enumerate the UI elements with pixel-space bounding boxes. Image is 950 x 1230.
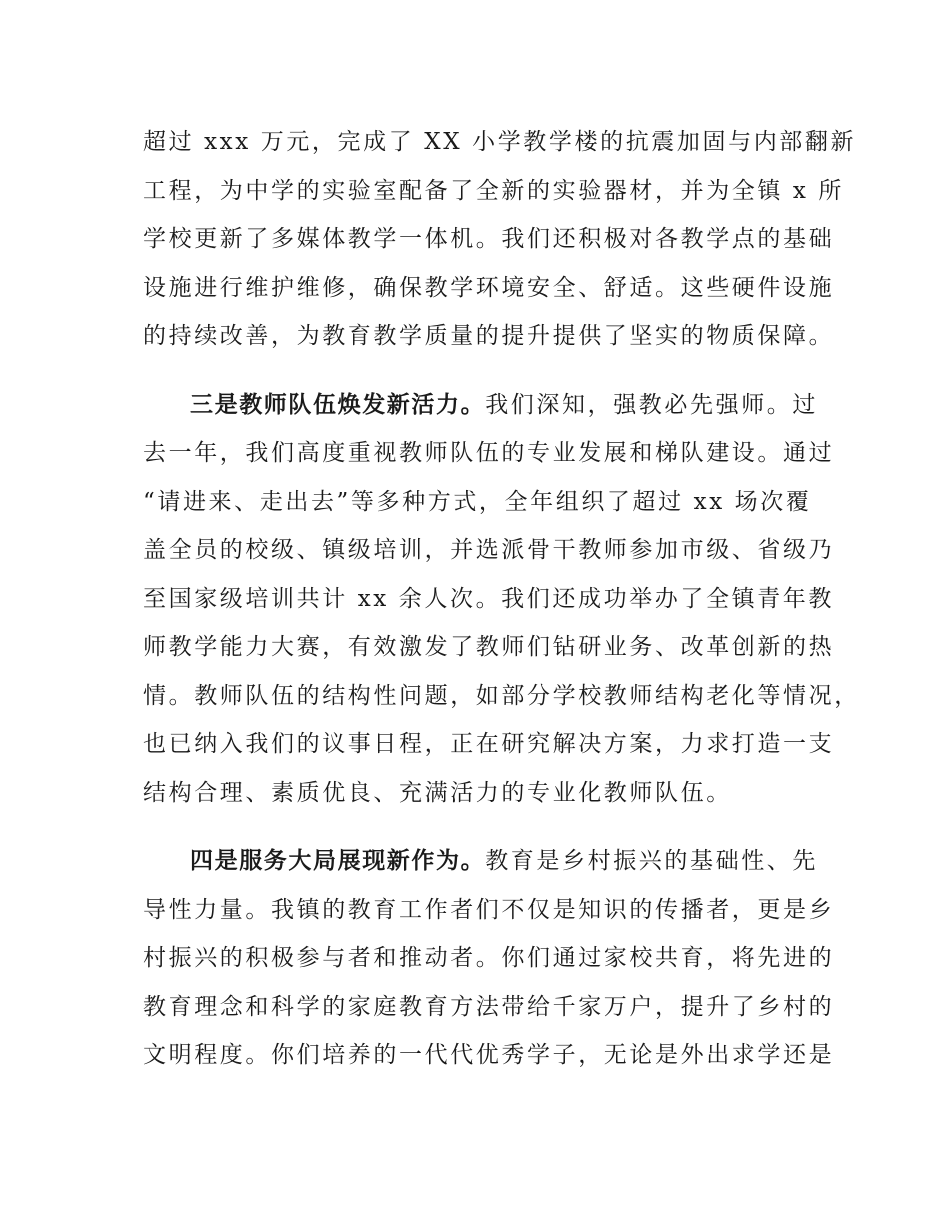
- text-line: 情。教师队伍的结构性问题，如部分学校教师结构老化等情况，: [143, 682, 860, 709]
- text-line: 师教学能力大赛，有效激发了教师们钻研业务、改革创新的热: [143, 634, 835, 660]
- text-line: 工程，为中学的实验室配备了全新的实验器材，并为全镇 x 所: [143, 177, 844, 204]
- text-line: 设施进行维护维修，确保教学环境安全、舒适。这些硬件设施: [143, 274, 835, 301]
- text-line: 至国家级培训共计 xx 余人次。我们还成功举办了全镇青年教: [143, 585, 834, 612]
- text-line: 超过 xxx 万元，完成了 XX 小学教学楼的抗震加固与内部翻新: [143, 129, 857, 155]
- text-line: 去一年，我们高度重视教师队伍的专业发展和梯队建设。通过: [143, 440, 835, 466]
- text-line: “请进来、走出去”等多种方式，全年组织了超过 xx 场次覆: [143, 488, 812, 515]
- text-line: 导性力量。我镇的教育工作者们不仅是知识的传播者，更是乡: [143, 896, 835, 923]
- document-body: [143, 118, 860, 1080]
- paragraph-facilities: [143, 118, 857, 361]
- section-heading: 四是服务大局展现新作为。: [190, 848, 486, 874]
- text-run: 我们深知，强教必先强师。过: [485, 391, 819, 418]
- text-line-first: [143, 381, 833, 430]
- text-line-first: [143, 837, 833, 886]
- text-line: 学校更新了多媒体教学一体机。我们还积极对各教学点的基础: [143, 226, 835, 252]
- paragraph-service: [143, 837, 833, 1080]
- section-heading: 三是教师队伍焕发新活力。: [190, 391, 486, 418]
- text-line: 结构合理、素质优良、充满活力的专业化教师队伍。: [143, 779, 732, 806]
- text-line: 盖全员的校级、镇级培训，并选派骨干教师参加市级、省级乃: [143, 537, 835, 563]
- text-line: 的持续改善，为教育教学质量的提升提供了坚实的物质保障。: [143, 323, 835, 349]
- text-line: 村振兴的积极参与者和推动者。你们通过家校共育，将先进的: [143, 945, 835, 971]
- paragraph-spacer: [143, 817, 833, 837]
- text-run: 教育是乡村振兴的基础性、先: [485, 848, 819, 874]
- text-line: 文明程度。你们培养的一代代优秀学子，无论是外出求学还是: [143, 1042, 835, 1068]
- text-line: 也已纳入我们的议事日程，正在研究解决方案，力求打造一支: [143, 731, 835, 757]
- text-line: 教育理念和科学的家庭教育方法带给千家万户，提升了乡村的: [143, 993, 835, 1020]
- paragraph-spacer: [143, 361, 833, 381]
- paragraph-teachers: [143, 381, 860, 818]
